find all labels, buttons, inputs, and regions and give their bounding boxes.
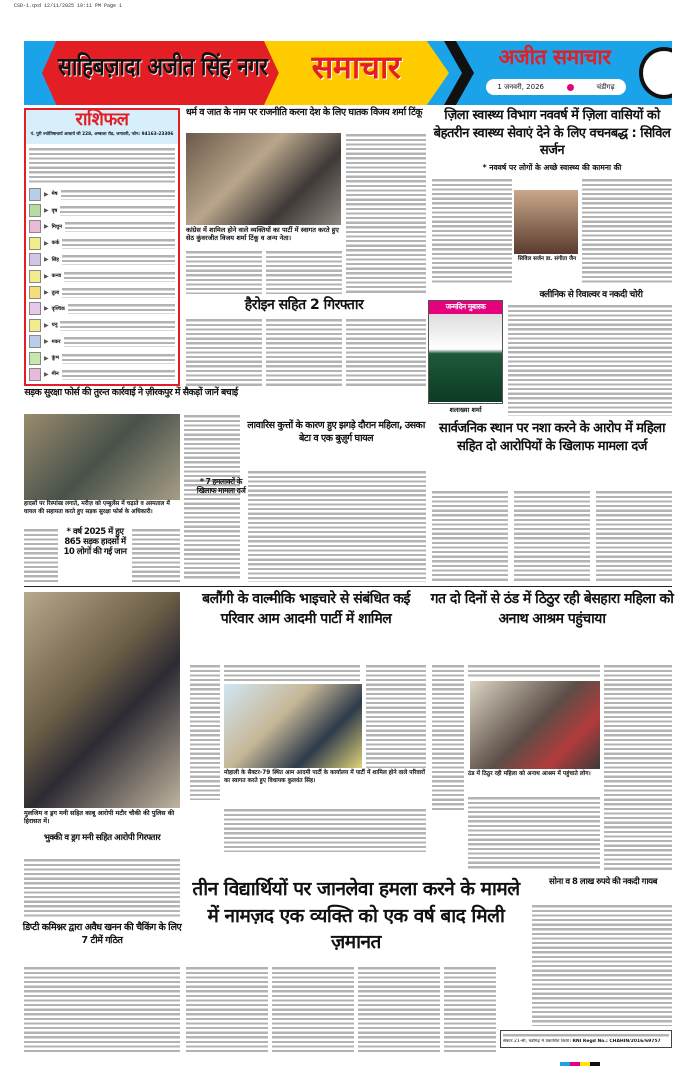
zodiac-icon [29,253,41,266]
zodiac-icon [29,335,41,348]
rashifal-header [26,110,178,144]
headline-a5: सड़क सुरक्षा फोर्स की तुरन्त कार्रवाई ने ज़ीरकपुर में सैकड़ों जानें बचाई [24,387,238,398]
sign-text [62,254,175,265]
headline-a3: हैरोइन सहित 2 गिरफ्तार [244,297,364,313]
headline-a4: क्लीनिक से रिवाल्वर व नकदी चोरी [539,290,643,300]
photo-a1 [186,133,341,225]
body-a7 [432,490,508,583]
section-divider [24,586,672,587]
rashifal-title: राशिफल [75,109,129,130]
logo-circle-icon [639,47,672,99]
photo-a5 [24,414,180,500]
sign-name: मिथुन [51,223,62,230]
sign-text [68,303,175,314]
subhead-a2: * नववर्ष पर लोगों के अच्छे स्वास्थ्य की कामना की [482,162,622,172]
sign-row [26,268,178,284]
photo-a10 [24,592,180,808]
body-a5 [184,414,240,580]
sign-name: मीन [51,371,59,378]
sign-row [26,252,178,268]
arrow-icon: ▶ [44,207,49,215]
photo-a9 [470,681,600,769]
body-a5 [24,528,58,582]
arrow-icon: ▶ [44,272,49,280]
sign-name: मकर [51,338,61,345]
headline-a7: सार्वजनिक स्थान पर नशा करने के आरोप में महिला सहित दो आरोपियों के खिलाफ मामला दर्ज [439,421,665,454]
body-a6 [248,470,426,582]
headline-a13: सोना व 8 लाख रुपये की नकदी गायब [549,877,657,887]
arrow-icon: ▶ [44,223,49,231]
sign-row [26,301,178,317]
body-a12 [186,966,268,1054]
headline-a8: बलौंगी के वाल्मीकि भाइचारे से संबंधित कई परिवार आम आदमी पार्टी में शामिल [202,591,410,627]
masthead [24,41,672,105]
body-a9 [432,664,464,810]
body-a1 [346,133,426,294]
sign-name: मेष [51,191,58,198]
body-a3 [346,318,426,386]
body-a10 [24,858,180,918]
body-a12 [358,966,440,1054]
rni-number: RNI Regd No.: CHAHIN/2016/69757 [572,1039,661,1044]
zodiac-icon [29,237,41,250]
sign-name: तुला [51,289,60,296]
sign-name: वृश्चिक [51,305,65,312]
body-a9 [468,796,600,870]
sign-list [26,186,178,383]
imprint-text: सेक्टर 21-सी, चंडीगढ़ में प्रकाशित किया। [503,1039,572,1044]
caption-a2: सिविल सर्जन डा. संगीता जैन [517,256,577,262]
zodiac-icon [29,368,41,381]
body-a8 [224,664,360,682]
arrow-icon: ▶ [44,305,49,313]
sign-row [26,235,178,251]
zodiac-icon [29,319,41,332]
sign-text [61,189,175,200]
zodiac-icon [29,270,41,283]
sign-text [60,320,175,331]
body-a1 [266,250,342,294]
caption-a9: ठंड में ठिठुर रही महिला को अनाथ आश्रम में पहुंचाते लोग। [468,771,591,777]
body-a9 [468,664,600,679]
sign-text [62,287,175,298]
sign-name: सिंह [51,256,59,263]
arrow-icon: ▶ [44,354,49,362]
arrow-icon: ▶ [44,321,49,329]
sign-row [26,334,178,350]
body-a3 [266,318,342,386]
arrow-icon: ▶ [44,370,49,378]
brand-name: अजीत समाचार [498,45,611,69]
zodiac-icon [29,302,41,315]
body-a7 [514,490,590,583]
arrow-icon: ▶ [44,256,49,264]
body-a9 [604,664,672,870]
sign-row [26,284,178,300]
zodiac-icon [29,204,41,217]
print-slug: CSD-1.qxd 12/11/2025 19:11 PM Page 1 [14,3,123,9]
rashifal-box [24,108,180,386]
body-a12 [272,966,354,1054]
rashifal-byline: पं. पुरी ज्योतिषाचार्य आचार्य जी 228, अम्बाला रोड, जगाधरी, फोन: 94163-23306 [30,131,174,137]
body-a5 [132,528,180,582]
sign-row [26,317,178,333]
caption-a8: मोहाली के सैक्टर-79 स्थित आम आदमी पार्टी के कार्यालय में पार्टी में शामिल होने वाले परिवारों का स्वागत करते हुए विधायक कुलवंत सिंह। [224,770,426,784]
sign-name: कुंभ [51,355,59,362]
arrow-icon: ▶ [44,289,49,297]
zodiac-icon [29,286,41,299]
sign-row [26,350,178,366]
body-a7 [596,490,672,583]
body-a1 [186,250,262,294]
arrow-icon: ▶ [44,190,49,198]
headline-a1: धर्म व जात के नाम पर राजनीति करना देश के लिए घातक विजय शर्मा टिंकू [185,107,423,118]
highlight-box-a5: * वर्ष 2025 में हुए 865 सड़क हादसों में 10 लोगों की गई जान [63,527,127,557]
body-a8 [366,664,426,768]
headline-a10: भुक्की व ड्रग मनी सहित आरोपी गिरफ्तार [43,833,161,843]
sign-row [26,202,178,218]
masthead-title: साहिबज़ादा अजीत सिंह नगर [58,52,268,81]
imprint-box [500,1030,672,1048]
sign-name: कन्या [51,273,62,280]
photo-a8 [224,684,362,768]
caption-a10: मुलजिम व ड्रग मनी सहित काबू आरोपी मटौर चौकी की पुलिस की हिरासत में। [24,810,175,826]
zodiac-icon [29,352,41,365]
dot-icon [567,84,574,91]
issue-date: 1 जनवरी, 2026 [497,82,544,91]
date-bar [486,79,626,95]
sign-name: कर्क [51,240,60,247]
birthday-box [428,300,503,404]
body-a2 [432,178,512,285]
body-a2 [582,178,672,285]
birthday-name: शलाख्या शर्मा [449,406,482,414]
sign-text [62,353,175,364]
highlight-box-a6: * 7 हमलावरों के खिलाफ मामला दर्ज [196,477,246,495]
masthead-title-accent: समाचार [311,48,401,86]
sign-name: वृष [51,207,58,214]
sign-row [26,186,178,202]
color-registration-marks [560,1062,600,1066]
zodiac-icon [29,188,41,201]
body-a3 [186,318,262,386]
zodiac-icon [29,220,41,233]
body-a12 [444,966,496,1054]
headline-a12: तीन विद्यार्थियों पर जानलेवा हमला करने के मामले में नामज़द एक व्यक्ति को एक वर्ष बाद मिली ज़मानत [192,878,520,954]
rashifal-intro [29,147,175,183]
sign-text [62,238,175,249]
sign-text [62,369,175,380]
body-a8 [224,808,426,852]
body-a4 [508,304,672,416]
city: चंडीगढ़ [596,82,615,91]
headline-a6: लावारिस कुत्तों के कारण हुए झगड़े दौरान महिला, उसका बेटा व एक बुज़ुर्ग घायल [247,420,425,444]
body-a8 [190,664,220,800]
headline-a9: गत दो दिनों से ठंड में ठिठुर रही बेसहारा महिला को अनाथ आश्रम पहुंचाया [430,591,674,627]
arrow-icon: ▶ [44,239,49,247]
body-a11 [24,966,180,1054]
sign-name: धनु [51,322,58,329]
caption-a5: हादसों पर रिस्पांस्ड लगाते, मरीज़ को एम्बुलेंस में चढ़ाते व अस्पताल में घायल की सहायता करते हुए सड़क सुरक्षा फोर्स के अधिकारी। [24,501,170,515]
birthday-photo [429,314,502,402]
headline-a2: ज़िला स्वास्थ्य विभाग नववर्ष में ज़िला वासियों को बेहतरीन स्वास्थ्य सेवाएं देने के लिए वचनबद्ध : सिविल सर्जन [433,108,671,159]
photo-civil-surgeon [514,190,578,254]
sign-text [64,271,175,282]
arrow-icon: ▶ [44,338,49,346]
body-a13 [532,904,672,1026]
birthday-title: जन्मदिन मुबारक [429,301,502,314]
sign-row [26,219,178,235]
sign-row [26,366,178,382]
headline-a11: डिप्टी कमिश्नर द्वारा अवैध खनन की चैकिंग के लिए 7 टीमें गठित [22,922,182,946]
sign-text [64,336,175,347]
sign-text [60,205,175,216]
a2-heading-group [430,107,674,172]
sign-text [65,221,175,232]
caption-a1: कांग्रेस में शामिल होने वाले व्यक्तियों का पार्टी में स्वागत करते हुए सेठ कुंवरजीत विजय शर्मा टिंकू व अन्य नेता। [186,226,339,243]
